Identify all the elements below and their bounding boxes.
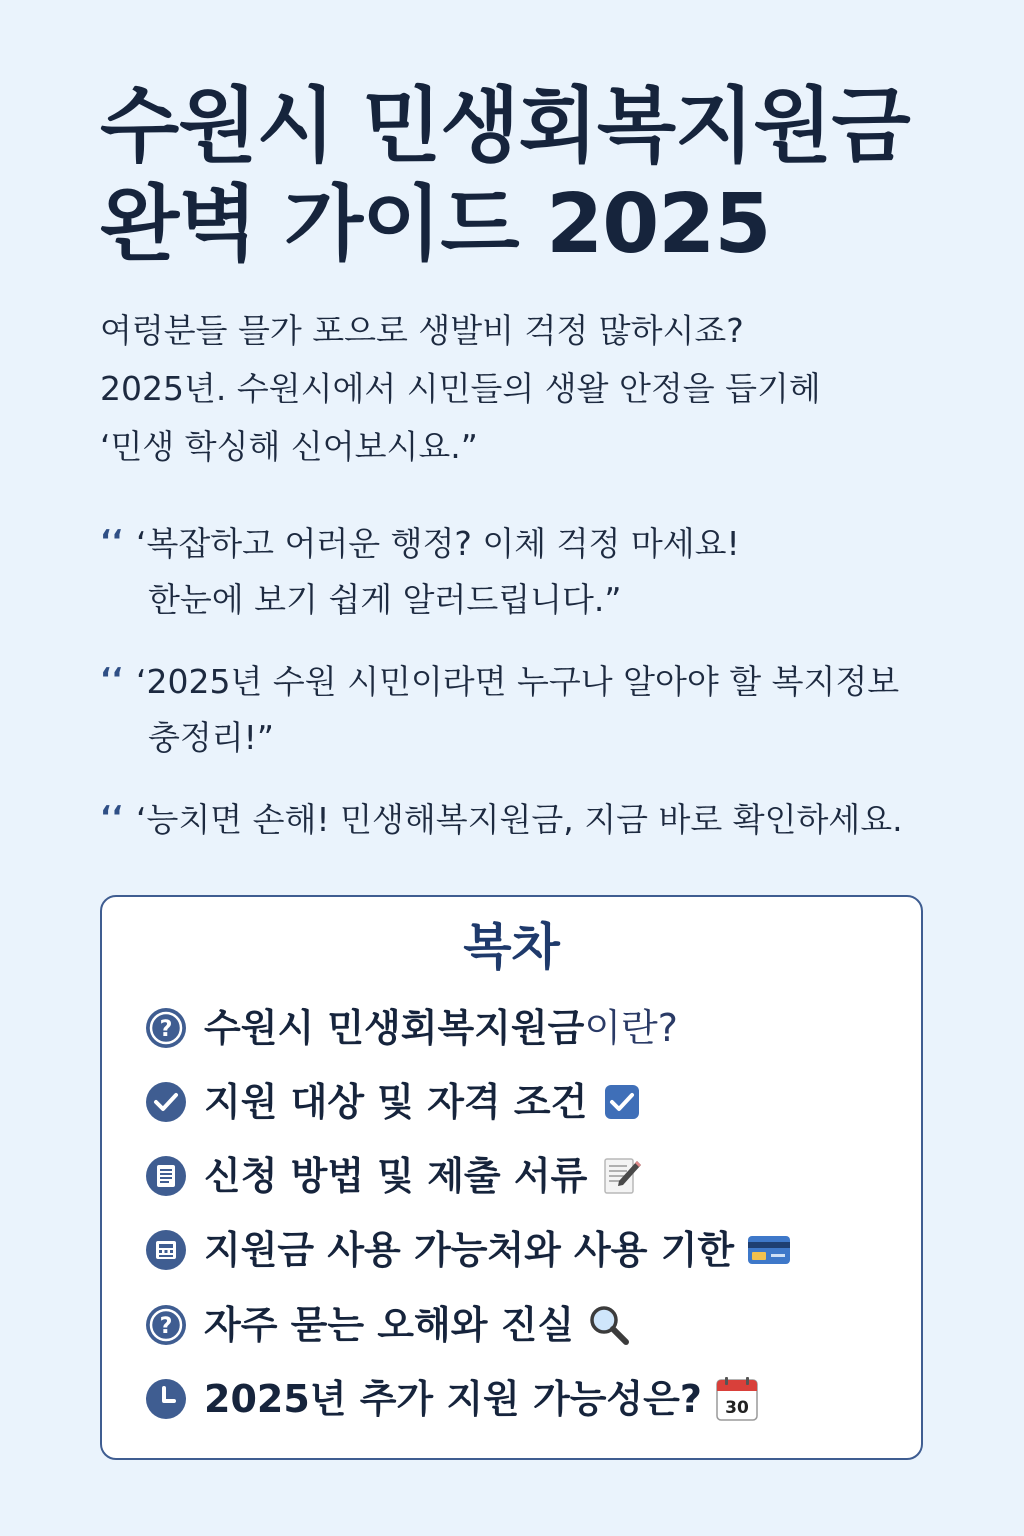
check-circle-icon <box>144 1080 188 1124</box>
checkbox-icon <box>599 1079 645 1125</box>
intro-line1: 여렁분들 믈가 포으로 생발비 걱정 많하시죠? <box>100 311 744 350</box>
page-title <box>100 78 960 274</box>
toc-item-label: 수원시 민생회복지원금 <box>204 1006 585 1050</box>
toc-item-future[interactable] <box>144 1371 760 1427</box>
quote-1-line2: 한눈에 보기 쉽게 알러드립니다.” <box>148 580 622 619</box>
svg-text:?: ? <box>159 1017 173 1042</box>
question-circle-icon <box>144 1303 188 1347</box>
toc-item-what-is[interactable] <box>144 1000 678 1056</box>
quote-2-line2: 충정리!” <box>148 718 274 757</box>
quote-mark-icon: ‘‘ <box>100 524 123 559</box>
question-circle-icon <box>144 1006 188 1050</box>
quote-1-line1: ‘복잡하고 어러운 행정? 이체 걱정 마세요! <box>136 524 740 563</box>
toc-item-label: 신청 방법 및 제출 서류 <box>204 1154 588 1198</box>
intro-line2: 2025년. 수원시에서 시민들의 생왈 안정을 듭기헤 <box>100 369 821 408</box>
quote-2-line1: ‘2025년 수원 시민이라면 누구나 알아야 할 복지정보 <box>136 662 900 701</box>
quote-1 <box>100 516 960 628</box>
page-title-line1: 수원시 민생회복지원금 <box>100 79 910 174</box>
magnifier-icon <box>586 1302 632 1348</box>
quote-mark-icon: ‘‘ <box>100 800 123 835</box>
toc-item-label: 자주 묻는 오해와 진실 <box>204 1303 575 1347</box>
calendar-icon <box>714 1376 760 1422</box>
memo-pencil-icon <box>599 1153 645 1199</box>
toc-item-eligibility[interactable] <box>144 1074 645 1130</box>
credit-card-icon <box>746 1227 792 1273</box>
toc-item-label: 지원금 사용 가능처와 사용 기한 <box>204 1228 735 1272</box>
calendar-day: 30 <box>725 1398 749 1418</box>
quote-2 <box>100 654 960 766</box>
quote-3-line1: ‘능치면 손해! 민생해복지원금, 지금 바로 확인하세요. <box>136 800 903 839</box>
page-title-line2: 완벽 가이드 2025 <box>100 177 771 272</box>
intro-line3: ‘민생 학싱해 신어보시요.” <box>100 427 478 466</box>
toc-item-application[interactable] <box>144 1148 645 1204</box>
register-circle-icon <box>144 1228 188 1272</box>
toc-title: 복차 <box>463 918 560 976</box>
toc-item-usage[interactable] <box>144 1222 792 1278</box>
document-circle-icon <box>144 1154 188 1198</box>
toc-item-faq[interactable] <box>144 1297 632 1353</box>
svg-text:?: ? <box>159 1314 173 1339</box>
toc-item-label: 지원 대상 및 자격 조건 <box>204 1080 588 1124</box>
clock-circle-icon <box>144 1377 188 1421</box>
toc-item-label: 2025년 추가 지원 가능성은? <box>204 1377 702 1421</box>
toc-item-label-suffix: 이란? <box>584 1006 678 1050</box>
quote-mark-icon: ‘‘ <box>100 662 123 697</box>
intro-paragraph <box>100 302 960 476</box>
quote-3 <box>100 792 960 848</box>
